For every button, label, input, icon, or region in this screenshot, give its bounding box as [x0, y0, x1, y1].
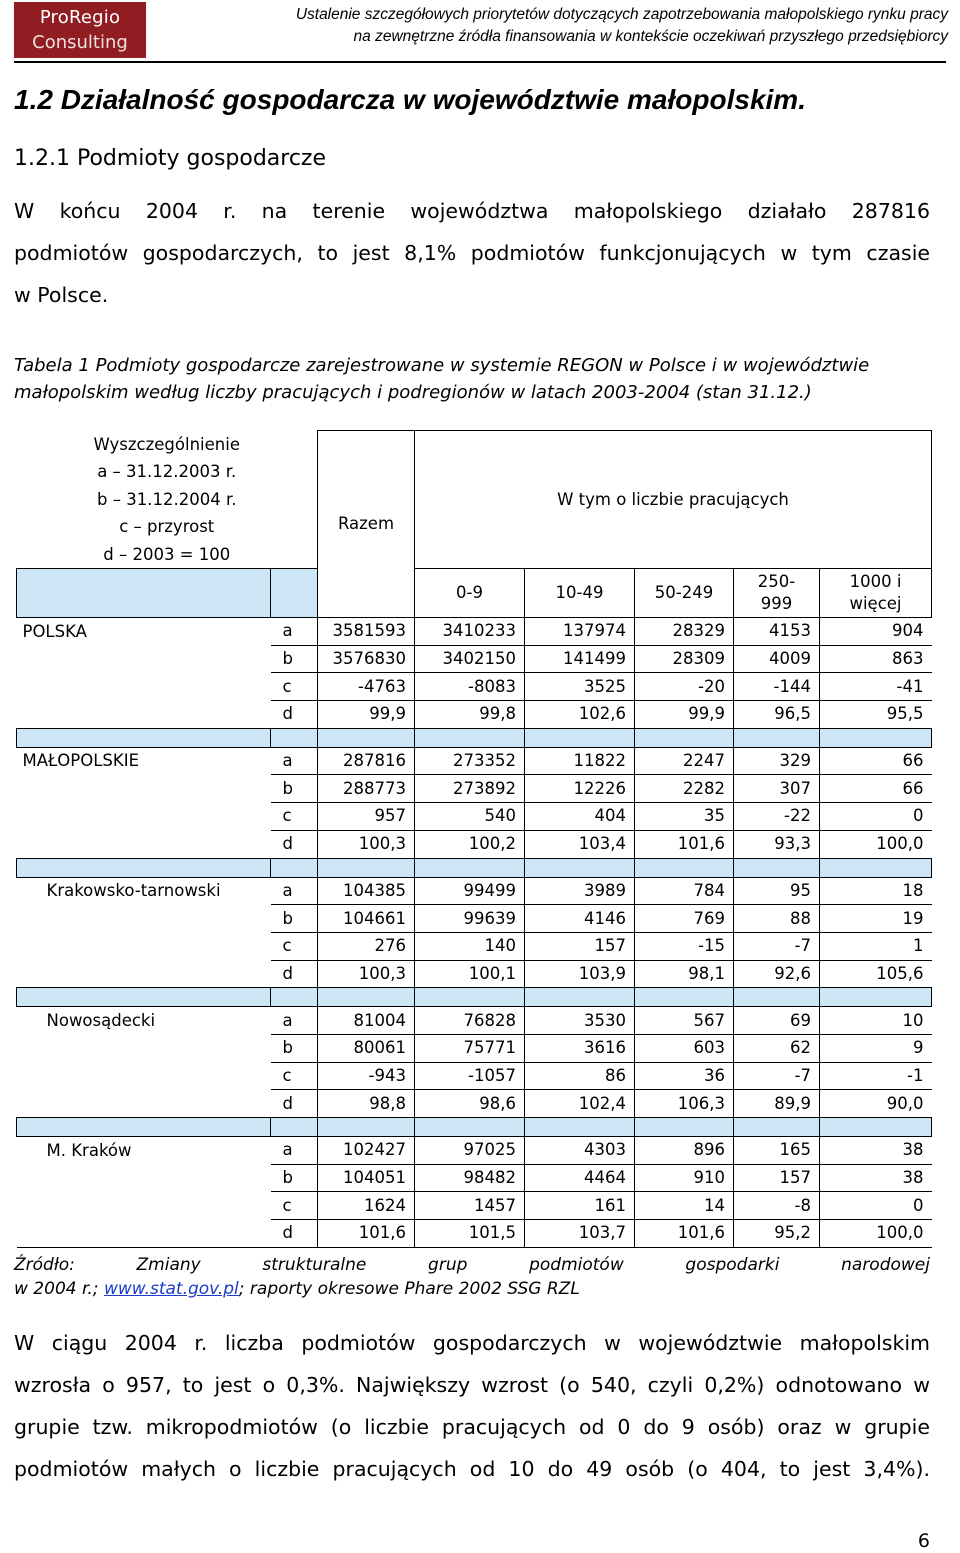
conclusion-line-4: podmiotów małych o liczbie pracujących od 10 do 49 osób (o 404, to jest 3,4%). [14, 1457, 930, 1481]
value-cell: 100,3 [318, 830, 415, 858]
row-code: a [271, 1007, 318, 1035]
region-name: MAŁOPOLSKIE [22, 751, 139, 771]
row-code: a [271, 747, 318, 775]
column-header-row [17, 569, 932, 618]
value-cell: 540 [415, 803, 525, 831]
source-link[interactable]: www.stat.gov.pl [103, 1279, 239, 1299]
value-cell: 0 [820, 803, 932, 831]
region-name: Nowosądecki [46, 1010, 156, 1030]
value-cell: 100,2 [415, 830, 525, 858]
region-blank [17, 1220, 271, 1248]
conclusion-line-2: wzrosła o 957, to jest o 0,3%. Największy wzrost (o 540, czyli 0,2%) odnotowano w [14, 1373, 930, 1397]
region-blank [17, 775, 271, 803]
column-header: 10-49 [525, 569, 635, 618]
value-cell: 95,2 [734, 1220, 820, 1248]
separator-cell [271, 988, 318, 1007]
separator-cell [734, 858, 820, 877]
value-cell: 86 [525, 1062, 635, 1090]
value-cell: 273352 [415, 747, 525, 775]
table-row [17, 1034, 932, 1062]
page-header [0, 0, 960, 62]
separator-cell [734, 1118, 820, 1137]
table-row [17, 1062, 932, 1090]
value-cell: 98482 [415, 1164, 525, 1192]
value-cell: 98,8 [318, 1090, 415, 1118]
legend-cell [17, 431, 318, 569]
value-cell: 101,6 [635, 1220, 734, 1248]
separator-cell [635, 728, 734, 747]
value-cell: 1624 [318, 1192, 415, 1220]
value-cell: 910 [635, 1164, 734, 1192]
razem-header: Razem [318, 431, 415, 618]
value-cell: 19 [820, 905, 932, 933]
value-cell: 276 [318, 932, 415, 960]
value-cell: 102427 [318, 1137, 415, 1165]
header-divider [14, 61, 946, 63]
value-cell: 0 [820, 1192, 932, 1220]
table-row [17, 1137, 932, 1165]
value-cell: 93,3 [734, 830, 820, 858]
value-cell: 103,4 [525, 830, 635, 858]
value-cell: 769 [635, 905, 734, 933]
value-cell: -8083 [415, 673, 525, 701]
value-cell: 36 [635, 1062, 734, 1090]
table-row [17, 673, 932, 701]
row-code: c [271, 1192, 318, 1220]
region-blank [17, 673, 271, 701]
value-cell: 35 [635, 803, 734, 831]
value-cell: 404 [525, 803, 635, 831]
separator-cell [318, 728, 415, 747]
separator-cell [525, 728, 635, 747]
value-cell: 11822 [525, 747, 635, 775]
separator-cell [525, 988, 635, 1007]
separator-row [17, 858, 932, 877]
value-cell: 3525 [525, 673, 635, 701]
column-header: 50-249 [635, 569, 734, 618]
section-title: 1.2 Działalność gospodarcza w województwie małopolskim. [14, 84, 806, 115]
row-code: d [271, 701, 318, 729]
region-name: M. Kraków [46, 1140, 132, 1160]
value-cell: 140 [415, 932, 525, 960]
value-cell: 104051 [318, 1164, 415, 1192]
legend-line: b – 31.12.2004 r. [97, 489, 237, 509]
running-header-line-1: Ustalenie szczegółowych priorytetów dotyczących zapotrzebowania małopolskiego rynku pracy [295, 6, 948, 23]
region-blank [17, 932, 271, 960]
subsection-title: 1.2.1 Podmioty gospodarcze [14, 146, 327, 171]
region-name: Krakowsko-tarnowski [46, 881, 221, 901]
value-cell: 10 [820, 1007, 932, 1035]
row-code: a [271, 618, 318, 646]
value-cell: 104661 [318, 905, 415, 933]
value-cell: 96,5 [734, 701, 820, 729]
row-code: b [271, 1034, 318, 1062]
value-cell: 101,6 [635, 830, 734, 858]
value-cell: 66 [820, 775, 932, 803]
region-blank [17, 830, 271, 858]
table-row [17, 775, 932, 803]
value-cell: -22 [734, 803, 820, 831]
region-blank [17, 701, 271, 729]
row-code: c [271, 673, 318, 701]
table-row [17, 1090, 932, 1118]
column-header: 250-999 [734, 569, 820, 618]
intro-line-1: W końcu 2004 r. na terenie województwa małopolskiego działało 287816 [14, 199, 930, 223]
separator-cell [318, 858, 415, 877]
value-cell: 137974 [525, 618, 635, 646]
separator-cell [525, 858, 635, 877]
value-cell: -7 [734, 932, 820, 960]
value-cell: 62 [734, 1034, 820, 1062]
value-cell: -41 [820, 673, 932, 701]
row-code: d [271, 960, 318, 988]
value-cell: 95,5 [820, 701, 932, 729]
value-cell: 76828 [415, 1007, 525, 1035]
region-blank [17, 803, 271, 831]
value-cell: -943 [318, 1062, 415, 1090]
region-blank [17, 1062, 271, 1090]
region-blank [17, 645, 271, 673]
value-cell: 99499 [415, 877, 525, 905]
value-cell: 81004 [318, 1007, 415, 1035]
table-row [17, 1164, 932, 1192]
value-cell: 9 [820, 1034, 932, 1062]
conclusion-paragraph [14, 1322, 930, 1490]
value-cell: 66 [820, 747, 932, 775]
conclusion-line-1: W ciągu 2004 r. liczba podmiotów gospodarczych w województwie małopolskim [14, 1331, 930, 1355]
value-cell: 2247 [635, 747, 734, 775]
value-cell: 103,9 [525, 960, 635, 988]
table-row [17, 618, 932, 646]
table-row [17, 701, 932, 729]
value-cell: 3576830 [318, 645, 415, 673]
table-row [17, 932, 932, 960]
source-line-1: Źródło: Zmiany strukturalne grup podmiotów gospodarki narodowej [14, 1255, 930, 1275]
value-cell: 4146 [525, 905, 635, 933]
value-cell: 100,3 [318, 960, 415, 988]
logo-text-bottom: Consulting [32, 32, 128, 53]
value-cell: 957 [318, 803, 415, 831]
separator-cell [271, 728, 318, 747]
value-cell: -1 [820, 1062, 932, 1090]
proregio-logo [14, 2, 146, 58]
separator-cell [820, 988, 932, 1007]
value-cell: -144 [734, 673, 820, 701]
separator-cell [525, 1118, 635, 1137]
separator-cell [635, 988, 734, 1007]
value-cell: 89,9 [734, 1090, 820, 1118]
value-cell: 161 [525, 1192, 635, 1220]
value-cell: 100,0 [820, 1220, 932, 1248]
value-cell: 100,0 [820, 830, 932, 858]
separator-cell [820, 858, 932, 877]
blue-cell [17, 569, 271, 618]
value-cell: 18 [820, 877, 932, 905]
value-cell: 287816 [318, 747, 415, 775]
value-cell: 98,6 [415, 1090, 525, 1118]
row-code: c [271, 1062, 318, 1090]
intro-paragraph [14, 190, 930, 316]
running-header-line-2: na zewnętrzne źródła finansowania w kontekście oczekiwań przyszłego przedsiębiorcy [353, 28, 948, 45]
value-cell: 157 [525, 932, 635, 960]
value-cell: 102,4 [525, 1090, 635, 1118]
table-row [17, 830, 932, 858]
row-code: a [271, 877, 318, 905]
regon-table [16, 430, 932, 1248]
value-cell: 2282 [635, 775, 734, 803]
region-blank [17, 1164, 271, 1192]
separator-cell [415, 728, 525, 747]
table-row [17, 877, 932, 905]
source-prefix: w 2004 r.; [14, 1279, 104, 1299]
value-cell: 100,1 [415, 960, 525, 988]
value-cell: -7 [734, 1062, 820, 1090]
value-cell: 157 [734, 1164, 820, 1192]
separator-cell [635, 858, 734, 877]
value-cell: 104385 [318, 877, 415, 905]
intro-line-2: podmiotów gospodarczych, to jest 8,1% podmiotów funkcjonujących w tym czasie [14, 241, 930, 265]
value-cell: -20 [635, 673, 734, 701]
row-code: c [271, 803, 318, 831]
separator-cell [415, 1118, 525, 1137]
region-name: POLSKA [22, 621, 87, 641]
row-code: b [271, 775, 318, 803]
value-cell: 141499 [525, 645, 635, 673]
table-row [17, 960, 932, 988]
value-cell: 101,6 [318, 1220, 415, 1248]
value-cell: 3402150 [415, 645, 525, 673]
separator-cell [17, 858, 271, 877]
table-row [17, 1007, 932, 1035]
header-row [17, 431, 932, 569]
value-cell: -1057 [415, 1062, 525, 1090]
value-cell: 4303 [525, 1137, 635, 1165]
region-blank [17, 905, 271, 933]
value-cell: 4009 [734, 645, 820, 673]
separator-cell [820, 728, 932, 747]
value-cell: 103,7 [525, 1220, 635, 1248]
separator-cell [318, 988, 415, 1007]
table-row [17, 747, 932, 775]
conclusion-line-3: grupie tzw. mikropodmiotów (o liczbie pracujących od 0 do 9 osób) oraz w grupie [14, 1415, 930, 1439]
value-cell: 98,1 [635, 960, 734, 988]
separator-cell [734, 728, 820, 747]
value-cell: 784 [635, 877, 734, 905]
separator-cell [271, 1118, 318, 1137]
value-cell: 863 [820, 645, 932, 673]
legend-line: c – przyrost [119, 517, 215, 536]
page-number: 6 [917, 1530, 930, 1552]
column-header: 1000 i więcej [820, 569, 932, 618]
value-cell: 75771 [415, 1034, 525, 1062]
value-cell: 99639 [415, 905, 525, 933]
separator-cell [17, 1118, 271, 1137]
value-cell: 329 [734, 747, 820, 775]
value-cell: 102,6 [525, 701, 635, 729]
row-code: c [271, 932, 318, 960]
value-cell: 4153 [734, 618, 820, 646]
legend-line: d – 2003 = 100 [103, 544, 231, 564]
value-cell: 904 [820, 618, 932, 646]
value-cell: 38 [820, 1164, 932, 1192]
value-cell: 3989 [525, 877, 635, 905]
value-cell: 288773 [318, 775, 415, 803]
value-cell: 14 [635, 1192, 734, 1220]
value-cell: 95 [734, 877, 820, 905]
row-code: b [271, 645, 318, 673]
value-cell: 1 [820, 932, 932, 960]
source-line-2 [14, 1277, 930, 1301]
value-cell: 88 [734, 905, 820, 933]
value-cell: 99,9 [318, 701, 415, 729]
separator-cell [271, 858, 318, 877]
value-cell: 99,8 [415, 701, 525, 729]
row-code: d [271, 1090, 318, 1118]
region-blank [17, 1192, 271, 1220]
separator-cell [415, 858, 525, 877]
value-cell: 38 [820, 1137, 932, 1165]
value-cell: 3616 [525, 1034, 635, 1062]
value-cell: 307 [734, 775, 820, 803]
row-code: d [271, 830, 318, 858]
value-cell: 105,6 [820, 960, 932, 988]
table-row [17, 1192, 932, 1220]
separator-cell [635, 1118, 734, 1137]
row-code: b [271, 905, 318, 933]
logo-text-top: ProRegio [39, 7, 121, 28]
region-blank [17, 1034, 271, 1062]
separator-cell [17, 988, 271, 1007]
column-header: 0-9 [415, 569, 525, 618]
group-header: W tym o liczbie pracujących [415, 431, 932, 569]
table-row [17, 803, 932, 831]
value-cell: 3410233 [415, 618, 525, 646]
value-cell: -8 [734, 1192, 820, 1220]
value-cell: 99,9 [635, 701, 734, 729]
source-suffix: ; raporty okresowe Phare 2002 SSG RZL [238, 1279, 580, 1299]
running-header [168, 4, 948, 48]
value-cell: 273892 [415, 775, 525, 803]
legend-line: a – 31.12.2003 r. [97, 462, 237, 481]
value-cell: 3530 [525, 1007, 635, 1035]
legend-line: Wyszczególnienie [93, 434, 240, 454]
value-cell: 69 [734, 1007, 820, 1035]
value-cell: 92,6 [734, 960, 820, 988]
row-code: a [271, 1137, 318, 1165]
region-blank [17, 960, 271, 988]
separator-cell [734, 988, 820, 1007]
value-cell: -4763 [318, 673, 415, 701]
value-cell: 4464 [525, 1164, 635, 1192]
table-caption: Tabela 1 Podmioty gospodarcze zarejestrowane w systemie REGON w Polsce i w województwie małopolskim według liczby pracujących i podregionów w latach 2003-2004 (stan 31.12.) [14, 355, 870, 403]
value-cell: 1457 [415, 1192, 525, 1220]
intro-line-3: w Polsce. [14, 283, 109, 307]
blue-cell [271, 569, 318, 618]
value-cell: 101,5 [415, 1220, 525, 1248]
table-row [17, 1220, 932, 1248]
separator-cell [318, 1118, 415, 1137]
value-cell: 28309 [635, 645, 734, 673]
value-cell: 896 [635, 1137, 734, 1165]
value-cell: 28329 [635, 618, 734, 646]
separator-cell [415, 988, 525, 1007]
row-code: b [271, 1164, 318, 1192]
region-blank [17, 1090, 271, 1118]
separator-row [17, 988, 932, 1007]
value-cell: 106,3 [635, 1090, 734, 1118]
row-code: d [271, 1220, 318, 1248]
value-cell: 603 [635, 1034, 734, 1062]
value-cell: -15 [635, 932, 734, 960]
separator-row [17, 728, 932, 747]
value-cell: 97025 [415, 1137, 525, 1165]
table-row [17, 645, 932, 673]
table-row [17, 905, 932, 933]
value-cell: 567 [635, 1007, 734, 1035]
value-cell: 80061 [318, 1034, 415, 1062]
separator-cell [820, 1118, 932, 1137]
value-cell: 12226 [525, 775, 635, 803]
value-cell: 165 [734, 1137, 820, 1165]
separator-row [17, 1118, 932, 1137]
value-cell: 3581593 [318, 618, 415, 646]
table-source [14, 1253, 930, 1301]
value-cell: 90,0 [820, 1090, 932, 1118]
separator-cell [17, 728, 271, 747]
